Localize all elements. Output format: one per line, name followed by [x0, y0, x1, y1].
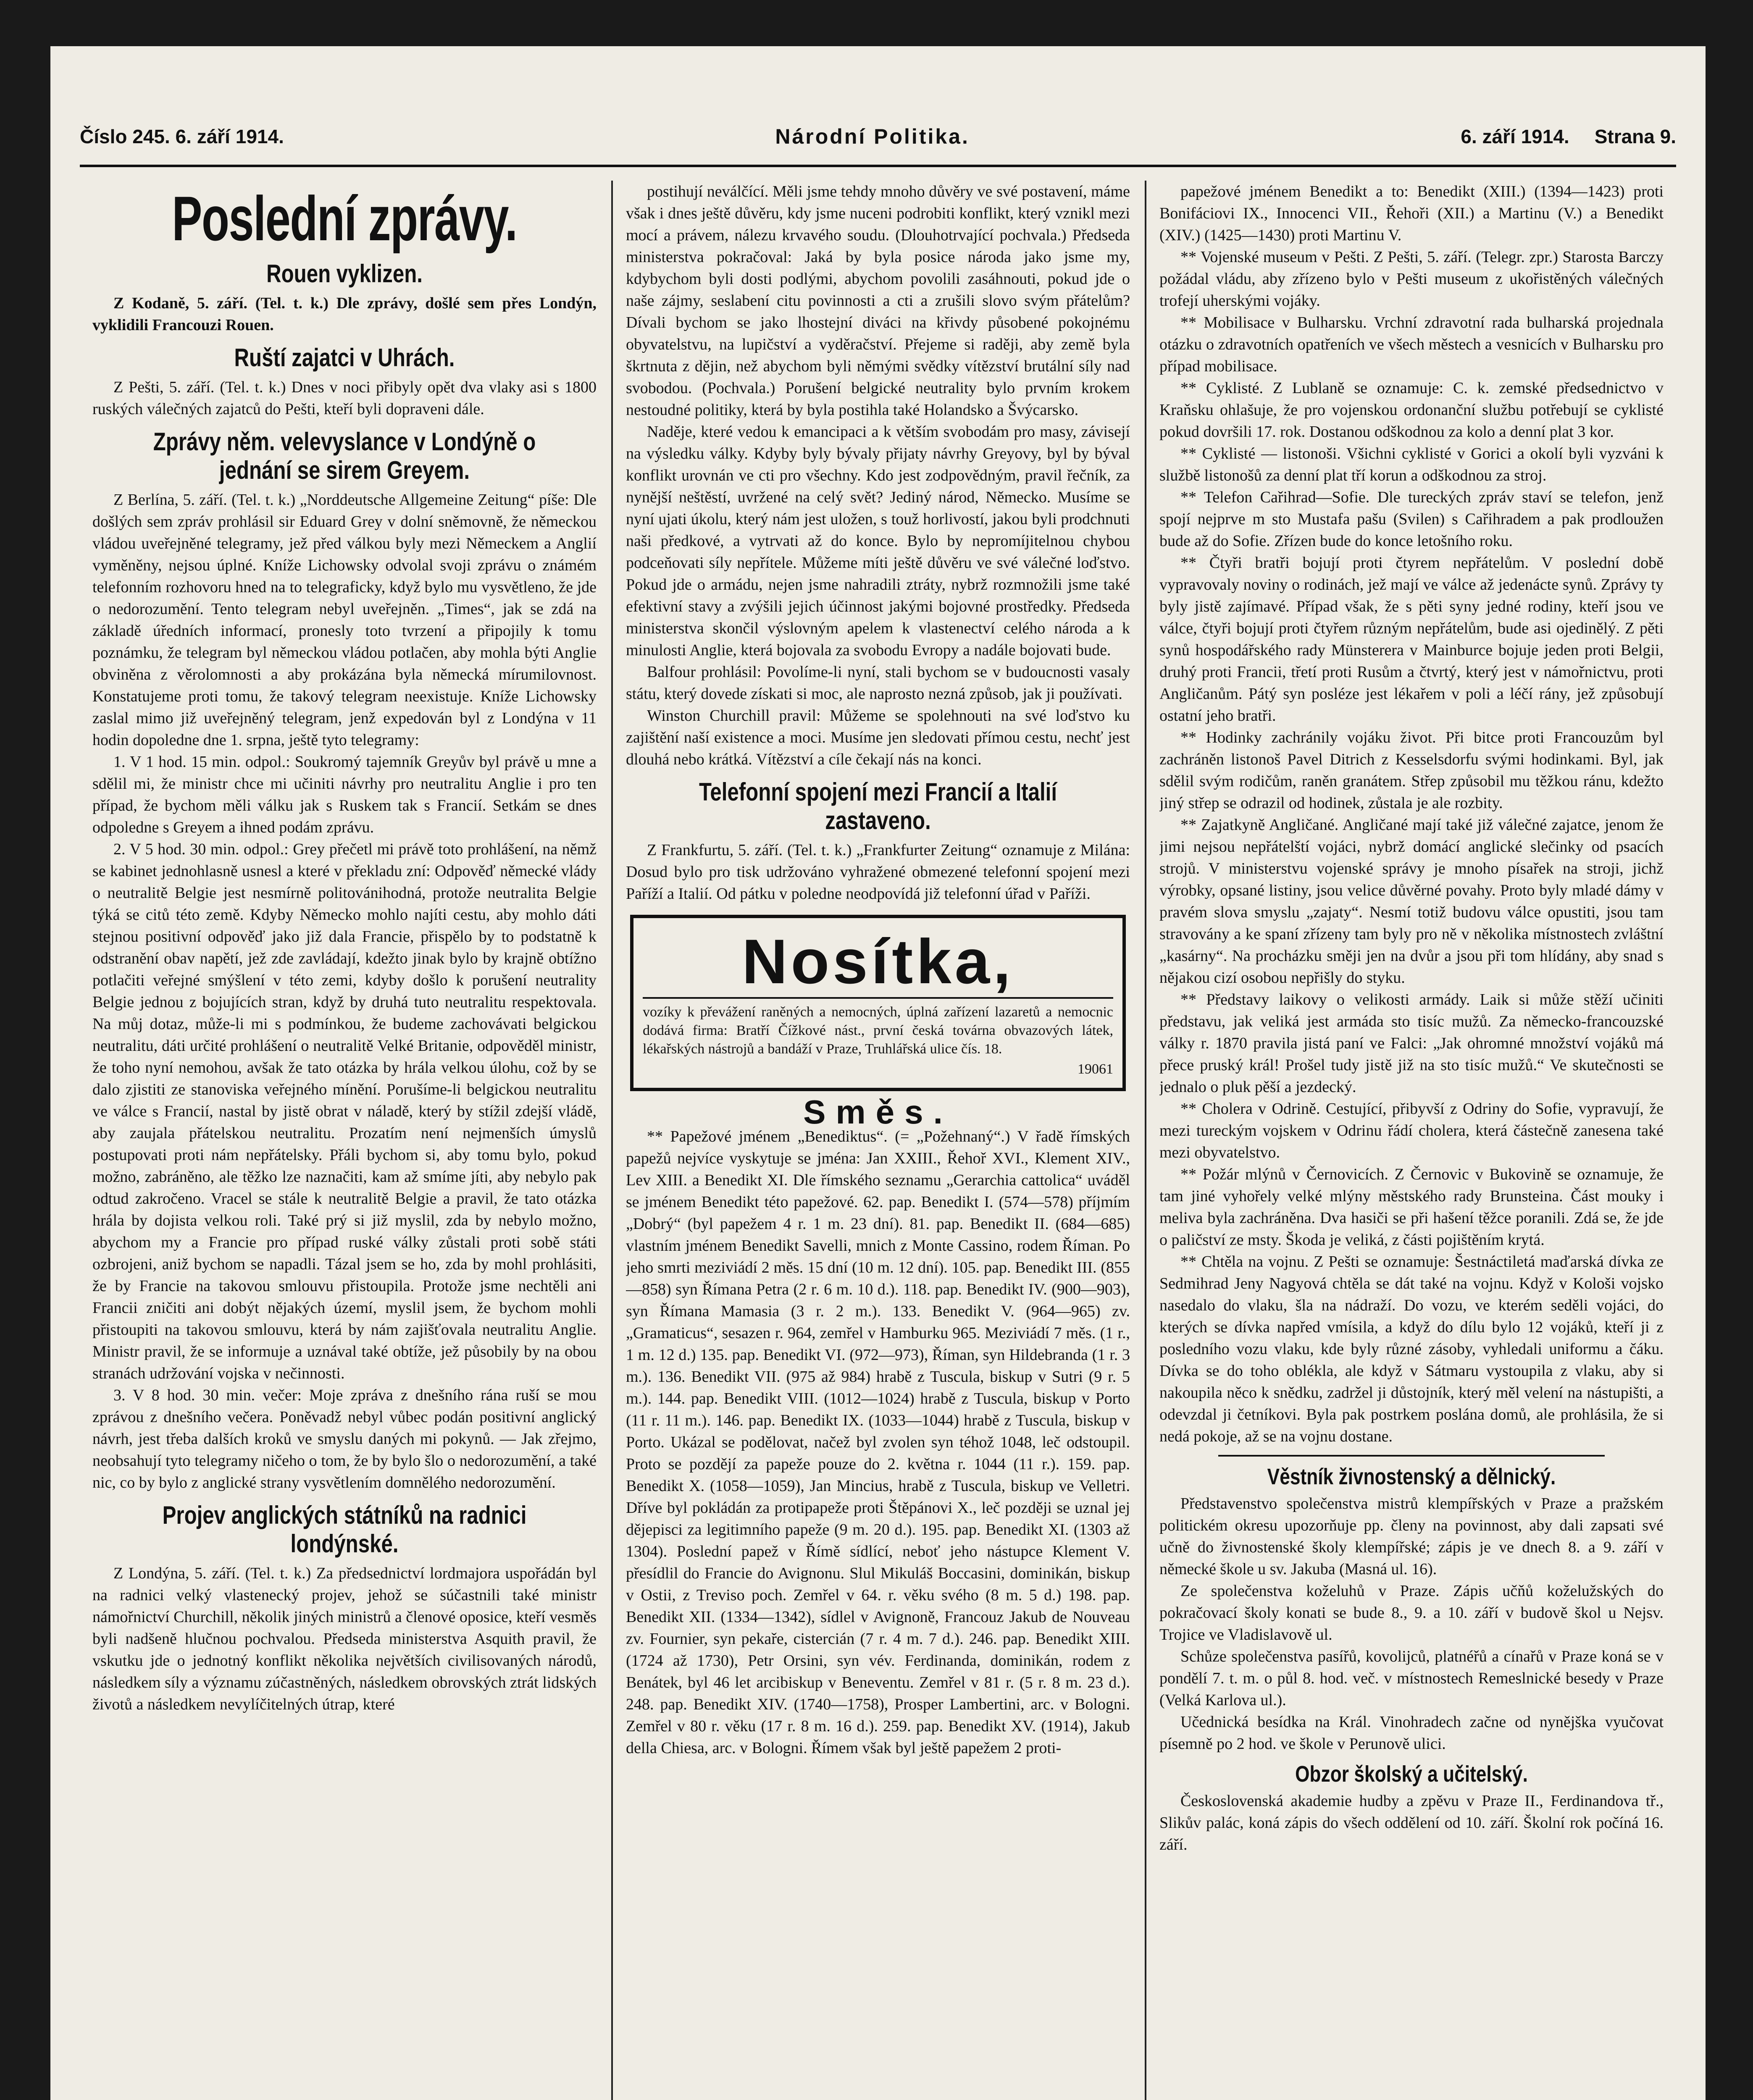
notice-schuze: Schůze společenstva pasířů, kovolijců, platnéřů a cínařů v Praze koná se v pondělí 7. t. m. o půl 8. hod. več. v místnostech Remeslnické besedy v Praze (Velká Karlova ul.). — [1159, 1648, 1664, 1709]
article-mobilisace: ** Mobilisace v Bulharsku. Vrchní zdravotní rada bulharská projednala otázku o zdravotních opatřeních ve všech městech a vesnicích v Bulharsku pro případ mobilisace. — [1159, 314, 1664, 375]
headline-zpravy-velevyslance: Zprávy něm. velevyslance v Londýně o jednání se sirem Greyem. — [153, 428, 536, 484]
ad-footer — [643, 1058, 1113, 1080]
article-papezove: ** Papežové jménem „Benediktus“. (= „Požehnaný“.) V řadě římských papežů nejvíce vyskytuje se jména: Jan XXIII., Řehoř XVI., Klement XIV., Lev XIII. a Benedikt XI. Dle římského seznamu „Gerarchia cattolica“ uváděl se jménem Benedikt této papežové. 62. pap. Benedikt I. (574—578) příjmím „Dobrý“ (byl papežem 4 r. 1 m. 23 dní). 81. pap. Benedikt II. (684—685) vlastním jménem Benedikt Savelli, mnich z Monte Cassino, rodem Říman. Po jeho smrti meziviádí 2 měs. 15 dní (10 m. 12 dní). 105. pap. Benedikt III. (855—858) syn Římana Petra (2 r. 6 m. 10 d.). 118. pap. Benedikt IV. (900—903), syn Římana Mamasia (3 r. 2 m.). 133. Benedikt V. (964—965) zv. „Gramaticus“, sesazen r. 964, zemřel v Hamburku 965. Meziviádí 7 měs. (1 r., 1 m. 12 d.) 135. pap. Benedikt VI. (972—973), Říman, syn Hildebranda (1 r. 3 m.). 136. Benedikt VII. (975 až 984) hrabě z Tusculа, biskup v Sutri (9 r. 5 m.). 144. pap. Benedikt VIII. (1012—1024) hrabě z Tusculа, biskup v Porto (11 r. 11 m.). 146. pap. Benedikt IX. (1033—1044) hrabě z Tusculа, biskup v Porto. Ukázal se podělovat, načež byl zvolen syn téhož 1048, leč odstoupil. Proto se pozdějí za papeže pouze do 2. května r. 1044 (11 r.). 159. pap. Benedikt X. (1058—1059), Jan Mincius, hrabě z Tusculа, biskup ve Velletri. Dříve byl pokládán za protipapeže proti Štěpánovi X., leč později se uznal jej dějepisci za legitimního papeže (9 m. 20 d.). 195. pap. Benedikt XI. (1303 až 1304). Poslední papež v Římě sídlící, neboť jeho nástupce Klement V. přesídlil do Francie do Avignonu. Slul Mikuláš Boccasini, dominikán, biskup v Ostii, z Treviso poch. Zemřel v 64. r. věku svého (8 m. 5 d.) 198. pap. Benedikt XII. (1334—1342), sídlel v Avignoně, Francouz Jakub de Nouveau zv. Fournier, syn pekaře, cistercián (7 r. 4 m. 7 d.). 246. pap. Benedikt XIII. (1724 až 1730), Petr Orsini, syn vév. Ferdinanda, dominikán, rodem z Benátek, byl 46 let arcibiskup v Beneventu. Zemřel v 81 r. (5 r. 8 m. 23 d.). 248. pap. Benedikt XIV. (1740—1758), Prosper Lambertini, arc. v Bologni. Zemřel v 80 r. věku (17 r. 8 m. 16 d.). 259. pap. Benedikt XV. (1914), Jakub della Chiesa, arc. v Bologni. Římem však byl ještě papežem 2 proti- — [626, 1128, 1130, 1757]
article-churchill: Winston Churchill pravil: Můžeme se spolehnouti na své loďstvo ku zajištění naší existence a moci. Musíme jen sledovati přímou cestu, nechť jest dlouhá nebo krátká. Vítězství a cíle čekají nás na konci. — [626, 707, 1130, 768]
section-smes: Směs. — [803, 1093, 953, 1131]
ad-code: 19061 — [1078, 1061, 1113, 1077]
section-masthead: Poslední zprávy. — [172, 183, 517, 254]
article-berlin: Z Berlína, 5. září. (Tel. t. k.) „Norddeutsche Allgemeine Zeitung“ píše: Dle došlých sem zpráv prohlásil sir Eduard Grey v dolní sněmovně, že německou vládou uveřejněné telegramy, jež před válkou byly mezi Německem a Anglií vyměněny, nejsou úplné. Kníže Lichowsky odvolal svoji zprávu o známém telefonním rozhovoru hned na to telegraficky, když bylo mu vysvětleno, že jde o nedorozumění. Tento telegram nebyl uveřejněn. „Times“, jak se zdá na základě úředních informací, pronesly toto tvrzení a připojily k tomu poznámku, že telegram byl německou vládou potlačen, aby mohla býti Anglie obviněna z věrolomnosti a aby prokázána byla německá mírumilovnost. Konstatujeme proti tomu, že takový telegram neexistuje. Kníže Lichowsky zaslal mimo již uveřejněný telegram, jenž expedován byl z Londýna v 11 hodin dopoledne dne 1. srpna, ještě tyto telegramy: — [92, 491, 597, 749]
header-rule — [80, 165, 1676, 167]
ad-title: Nosítka, — [643, 926, 1113, 999]
article-frankfurt: Z Frankfurtu, 5. září. (Tel. t. k.) „Frankfurter Zeitung“ oznamuje z Milána: Dosud bylo pro tisk udržováno vyhražené obmezené telefonní spojení mezi Paříží a Italií. Od pátku v poledne neodpovídá již telefonní úřad v Paříži. — [626, 841, 1130, 903]
article-predstavy: ** Představy laikovy o velikosti armády. Laik si může stěží učiniti představu, jak veliká jest armáda sto tisíc mužů. Za německo-francouzské války r. 1870 pravila jistá paní ve Falci: „Jak ohromné množství vojáků má přece pruský král! Prošel tudy jistě již na sto tisíc mužů.“ Ve skutečnosti se jednalo o pluk pěší a jezdecký. — [1159, 991, 1664, 1096]
article-cholera: ** Cholera v Odrině. Cestující, přibyvší z Odriny do Sofie, vypravují, že mezi tureckým vojskem v Odrinu řádí cholera, která částečně zanesena také mezi obyvatelstvo. — [1159, 1100, 1664, 1161]
column-1 — [92, 181, 597, 2100]
article-rouen: Z Kodaně, 5. září. (Tel. t. k.) Dle zprávy, došlé sem přes Londýn, vyklidili Francouzi Rouen. — [92, 294, 597, 334]
article-zajatci: Z Pešti, 5. září. (Tel. t. k.) Dnes v noci přibyly opět dva vlaky asi s 1800 ruských válečných zajatců do Pešti, kteří byli dopraveni dále. — [92, 378, 597, 418]
article-museum: ** Vojenské museum v Pešti. Z Pešti, 5. září. (Telegr. zpr.) Starosta Barczy požádal vládu, aby zřízeno bylo v Pešti museum z ukořistěných válečných trofejí uherskými vojáky. — [1159, 248, 1664, 310]
article-londyn: Z Londýna, 5. září. (Tel. t. k.) Za předsednictví lordmajora uspořádán byl na radnici velký vlastenecký projev, jehož se súčastnili také ministr námořnictví Churchill, několik jiných ministrů a členové oposice, kteří vesměs byli nadšeně hlučnou pochvalou. Předseda ministerstva Asquith pravil, že vskutku jde o jednotný konflikt několika největších civilisovaných národů, následkem síly a významu zúčastněných, následkem obrovských ztrát lidských životů a následkem nevylíčitelných útrap, které — [92, 1564, 597, 1713]
newspaper-page — [50, 46, 1706, 2100]
column-3 — [1159, 181, 1664, 2100]
article-nadeje: Naděje, které vedou k emancipaci a k větším svobodám pro masy, závisejí na výsledku války. Kdyby byly bývaly přijaty návrhy Greyovy, byl by býval konflikt urovnán ve cti pro všechny. Kdo jest zodpovědným, pravil řečník, za nynější neštěstí, uvržené na celý svět? Jediný národ, Německo. Musíme se nyní ujati úkolu, který nám jest uložen, s touž horlivostí, jakou byli prodchnuti naši předkové, a vytrvati až do konce. Bylo by nepromíjitelnou chybou podceňovati síly nepřítele. Můžeme míti ještě důvěru ve své válečné loďstvo. Pokud jde o armádu, nejen jsme nahradili ztráty, nybrž rozmnožili jsme také efektivní stavy a zvýšili jejich účinnost jakými bojovné prostředky. Předseda ministerstva skončil výslovným apelem k vlastenectví celého národa a k minulosti Anglie, která bojovala za svobodu Evropy a nadále bojovati bude. — [626, 423, 1130, 659]
section-divider — [1218, 1455, 1605, 1457]
telegram-2: 2. V 5 hod. 30 min. odpol.: Grey přečetl mi právě toto prohlášení, na němž se kabinet jednohlasně usnesl a které v překladu zní: Odpověď německé vlády o neutralitě Belgie jest nesmírně politovánihodná, protože neutralita Belgie týká se citů této země. Kdyby Německo mohlo najíti cestu, aby mohlo dáti stejnou positivní odpověď jako již dala Francie, přispělo by to podstatně k odstranění obav napětí, jež zde zavládají, kdežto jinak bylo by krajně obtížno potlačiti veřejné smýšlení v této zemi, kdyby došlo k porušení neutrality Belgie jednou z bojujících stran, když by druhá tuto neutralitu respektovala. Na můj dotaz, může-li mi s podmínkou, že budeme zachovávati belgickou neutralitu, dáti určité prohlášení o neutralitě Velké Britanie, odpověděl ministr, že toho nyní nemohou, avšak že tato otázka by hrála velkou úlohu, což by se dalo zjistiti ze stanoviska veřejného mínění. Porušíme-li belgickou neutralitu ve válce s Francií, nastal by jistě obrat v náladě, který by stížil zdejší vládě, aby zaujala přátelskou neutralitu. Prozatím není nejmenších úmyslů postupovati proti nám nepřátelsky. Přáli bychom si, aby tomu bylo, pokud možno, zabráněno, ale těžko lze naznačiti, kam až smíme jíti, aby nebylo pak odtud zakročeno. Vracel se stále k neutralitě Belgie a pravil, že tato otázka hrála by dojista velkou roli. Také prý si již myslil, zda by nebylo možno, abychom my a Francie pro případ ruské války zůstali proti sobě státi ozbrojeni, aniž bychom se napadli. Tázal jsem se ho, zda by mohl prohlásiti, že by Francie na takovou smlouvu přistoupila. Protože jsme nechtěli ani Francii zničiti ani dobýt nějakých území, myslil jsem, že bychom mohli přistoupiti na takovou smlouvu, která by nám zajišťovala neutralitu Anglie. Ministr pravil, že se informuje a uznával také obtíže, jež působily by na obou stranách udržování vojska v nečinnosti. — [92, 840, 597, 1382]
newspaper-title: Národní Politika. — [775, 125, 970, 148]
article-londyn-continued: postihují neválčící. Měli jsme tehdy mnoho důvěry ve své postavení, máme však i dnes ještě důvěru, kdy jsme nuceni podrobiti konflikt, který vznikl mezi mocí a právem, nálezu krvavého soudu. (Dlouhotrvající pochvala.) Předseda ministerstva pokračoval: Jaká by byla posice národa jako jsme my, kdybychom byli dosti podlými, abychom povolili zasáhnouti, pokud jde o naše zájmy, seslabení citu povinnosti a cti a zrušili slovo svým přátelům? Dívali bychom se jako lhostejní diváci na křivdy působené pokojnému obyvatelstvu, na lupičství a vyděračství. Přejeme si raději, aby země byla škrtnuta z dějin, než abychom byli němými svědky vítězství brutální síly nad svobodou. (Pochvala.) Porušení belgické neutrality bylo prvním krokem nestoudné politiky, která by byla postihla také Holandsko a Švýcarsko. — [626, 183, 1130, 419]
headline-vestnik: Věstník živnostenský a dělnický. — [1267, 1464, 1556, 1489]
notice-kozeluhove: Ze společenstva koželuhů v Praze. Zápis učňů koželužských do pokračovací školy konati se bude 8., 9. a 10. září v budově škol u Nejsv. Trojice ve Vladislavově ul. — [1159, 1582, 1664, 1643]
article-hodinky: ** Hodinky zachránily vojáku život. Při bitce proti Francouzům byl zachráněn listonoš Pavel Ditrich z Kesselsdorfu svými hodinkami. Byl, jak sdělil svým rodičům, raněn granátem. Střep způsobil mu těžkou ránu, kdežto jiný střep se odrazil od hodinek, zůstala je ale rozbity. — [1159, 729, 1664, 812]
advertisement-nositka — [630, 915, 1126, 1091]
article-balfour: Balfour prohlásil: Povolíme-li nyní, stali bychom se v budoucnosti vasaly státu, který dovede získati si moc, ale naprosto nezná způsob, jak ji používati. — [626, 663, 1130, 703]
notice-ucednicka: Učednická besídka na Král. Vinohradech začne od nynějška vyučovat písemně po 2 hod. ve škole v Perunově ulici. — [1159, 1713, 1664, 1753]
column-separator — [1145, 181, 1146, 2100]
article-listonosi: ** Cyklisté — listonoši. Všichni cyklisté v Gorici a okolí byli vyzváni k službě listonošů za denní plat tří korun a odškodnou za stroj. — [1159, 445, 1664, 484]
headline-projev: Projev anglických státníků na radnici londýnské. — [162, 1501, 527, 1558]
article-zajatkyne: ** Zajatkyně Angličané. Angličané mají také již válečné zajatce, jenom že jimi nejsou nepřátelští vojáci, nybrž domácí anglické slečinky od psacích strojů. V ministerstvu vojenské správy je mnoho písařek na stroji, jichž výrobky, opsané listiny, jsou velice důvěrné povahy. Proto byly mladé dámy v pravém slova smyslu „zajaty“. Nesmí totiž budovu válce opustiti, jsou tam stravovány a ke spaní zřízeny tam byly pro ně v několika místnostech zvláštní „kasárny“. Na procházku směji jen na dvůr a jsou při tom hlídány, aby snad s nějakou cizí osobou nepřišly do styku. — [1159, 816, 1664, 987]
article-pozar: ** Požár mlýnů v Černovicích. Z Černovic v Bukovině se oznamuje, že tam jiné vyhořely velké mlýny městského rady Brunsteina. Část mouky i meliva byla zachráněna. Dva hasiči se při hašení těžce poranili. Zdá se, že jde o paličství ze msty. Škoda je veliká, z části pojištěním krytá. — [1159, 1166, 1664, 1249]
column-separator — [611, 181, 613, 2100]
ad-text: vozíky k převážení raněných a nemocných, úplná zařízení lazaretů a nemocnic dodává firma: Bratří Čížkové nást., první česká továrna obvazových látek, lékařských nástrojů a bandáží v Praze, Truhlářská ulice čís. 18. — [643, 1004, 1113, 1057]
telegram-3: 3. V 8 hod. 30 min. večer: Moje zpráva z dnešního rána ruší se mou zprávou z dnešního večera. Poněvadž nebyl vůbec podán positivní anglický návrh, jest třeba dalších kroků ve smyslu daných mi pokynů. — Jak zřejmo, neobsahují tyto telegramy ničeho o tom, že by bylo šlo o nedorozumění, a také nic, co by bylo z anglické strany vysvětlením domnělého nedorozumění. — [92, 1386, 597, 1491]
article-ctyri-bratri: ** Čtyři bratři bojují proti čtyrem nepřátelům. V poslední době vypravovaly noviny o rodinách, jež mají ve válce až jedenácte synů. Zprávy ty byly jistě zajímavé. Případ však, že s pěti syny jedné rodiny, kteří jsou ve válce, čtyři bojují proti čtyřem různým nepřátelům, bude asi ojedinělý. Z pěti synů hospodářského rady Münsterera v Mainburce bojuje jeden proti Belgii, druhý proti Francii, třetí proti Rusům a čtvrtý, který jest v námořnictvu, proti Angličanům. Pátý syn posléze jest lékařem v poli a léčí rány, jež způsobují ostatní jeho bratři. — [1159, 554, 1664, 724]
header-right — [1461, 125, 1676, 148]
header-date: 6. září 1914. — [1461, 126, 1569, 147]
issue-number: Číslo 245. 6. září 1914. — [80, 126, 284, 147]
telegram-1: 1. V 1 hod. 15 min. odpol.: Soukromý tajemník Greyův byl právě u mne a sdělil mi, že ministr chce mi učiniti návrhy pro neutralitu Anglie i pro ten případ, že bychom měli válku jak s Ruskem tak s Francií. Setkám se dnes odpoledne s Greyem a ihned podám zprávu. — [92, 753, 597, 836]
headline-obzor: Obzor školský a učitelský. — [1295, 1761, 1528, 1787]
article-protipapezove: papežové jménem Benedikt a to: Benedikt (XIII.) (1394—1423) proti Bonifáciovi IX., Innocenci VII., Řehoři (XII.) a Martinu (V.) a Benedikt (XIV.) (1425—1430) proti Martinu V. — [1159, 183, 1664, 244]
page-number: Strana 9. — [1594, 126, 1676, 147]
notice-klempiri: Představenstvo společenstva mistrů klempířských v Praze a pražském politickém okresu upozorňuje pp. členy na povinnost, aby dali zapsati své učně do živnostenské školy klempířské; zápis je ve dnech 8. a 9. září v německé škole u sv. Jakuba (Masná ul. 16). — [1159, 1495, 1664, 1578]
column-2 — [626, 181, 1130, 2100]
page-header — [80, 109, 1676, 164]
notice-akademie: Československá akademie hudby a zpěvu v Praze II., Ferdinandova tř., Slikův palác, koná zápis do všech oddělení od 10. září. Školní rok počíná 16. září. — [1159, 1792, 1664, 1853]
headline-telefon: Telefonní spojení mezi Francií a Italií zastaveno. — [699, 778, 1057, 835]
article-chtela-na-vojnu: ** Chtěla na vojnu. Z Pešti se oznamuje: Šestnáctiletá maďarská dívka ze Sedmihrad Jeny Nagyová chtěla se dát také na vojnu. Když v Kološi vojsko nasedalo do vlaku, šla na nádraží. Do vozu, ve kterém seděli vojáci, do kterých se dívka napřed vmísila, a když do dílu bylo 12 vojáků, kteří ji z posledního vozu vlaku, kde byly různé zásoby, vyhledali uniformu a čáku. Dívka se do toho oblékla, ale když v Sátmaru vystoupila z vlaku, aby si nakoupila něco k snědku, zadržel ji důstojník, který měl velení na nástupišti, a odevzdal ji četníkovi. Byla pak postrkem poslána domů, ale prohlásila, že si nedá pokoje, až se na vojnu dostane. — [1159, 1253, 1664, 1445]
article-cykliste: ** Cyklisté. Z Lublaně se oznamuje: C. k. zemské předsednictvo v Kraňsku ohlašuje, že pro vojenskou ordonanční službu potřebují se cyklisté pokud dovršili 17. rok. Dostanou odškodnou za kolo a denní plat 3 kor. — [1159, 379, 1664, 441]
article-telefon-carihrad: ** Telefon Cařihrad—Sofie. Dle tureckých zpráv staví se telefon, jenž spojí nejprve m sto Mustafa pašu (Svilen) s Cařihradem a pak prodloužen bude až do Sofie. Zřízen bude do konce letošního roku. — [1159, 488, 1664, 550]
headline-rouen: Rouen vyklizen. — [266, 260, 423, 288]
headline-zajatci: Ruští zajatci v Uhrách. — [234, 344, 455, 372]
